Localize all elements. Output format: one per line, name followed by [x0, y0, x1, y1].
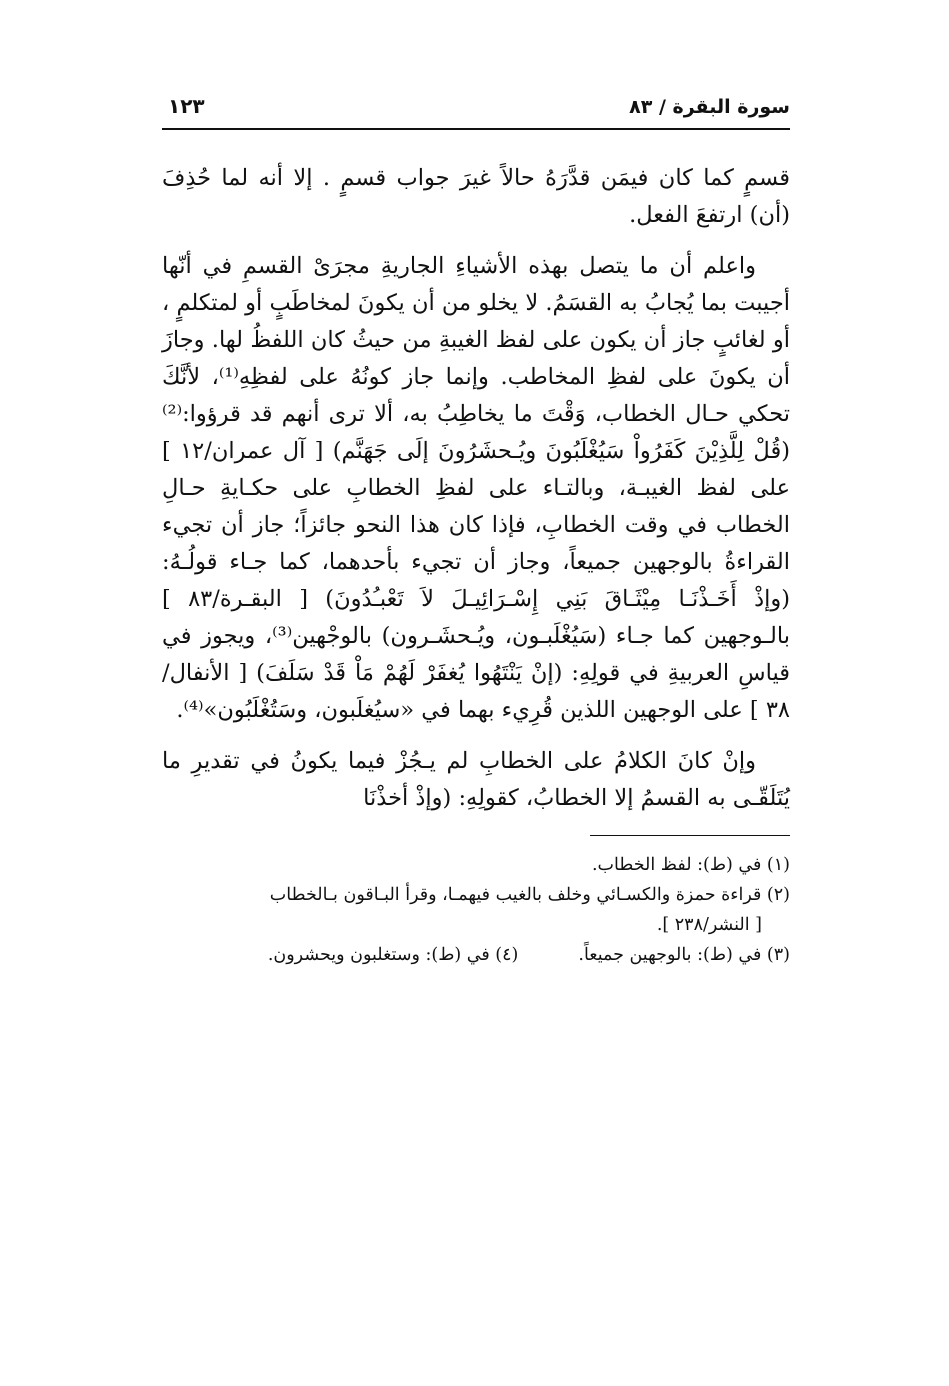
footnote-2: (٢) قراءة حمزة والكسـائي وخلف بالغيب فيهمـا، وقرأ البـاقون بـالخطاب — [269, 885, 790, 905]
paragraph-3: وإنْ كانَ الكلامُ على الخطابِ لم يـجُزْ فيما يكونُ في تقديرِ ما يُتَلَقّـى به القسمُ إلا الخطابُ، كقولِهِ: (وإذْ أخذْنَا — [162, 748, 790, 811]
page-number: ١٢٣ — [168, 94, 205, 118]
book-page — [162, 88, 790, 1368]
footnote-4: (٤) في (ط): وستغلبون ويحشرون. — [267, 945, 519, 965]
running-header — [162, 88, 790, 130]
footnote-row — [162, 940, 790, 970]
footnotes — [162, 850, 790, 970]
paragraph-2: واعلم أن ما يتصل بهذه الأشياءِ الجاريةِ مجرَىْ القسمِ في أنّها أجيبت بما يُجابُ به القسَمُ. لا يخلو من أن يكونَ لمخاطَبٍ أو لمتكلمٍ ، أو لغائبٍ جاز أن يكون على لفظ الغيبةِ من حيثُ كان اللفظُ لها. وجازَ أن يكونَ على لفظِ المخاطب. وإنما جاز كونُهُ على لفظِهِ⁽¹⁾، لأنَّكَ تحكي حـال الخطاب، وَقْتَ ما يخاطِبُ به، ألا ترى أنهم قد قرؤوا:⁽²⁾ (قُلْ لِلَّذِيْنَ كَفَرُواْ سَيُغْلَبُونَ ويُـحشَرُونَ إلَى جَهَنَّم) [ آل عمران/١٢ ] على لفظ الغيبـة، وبالتـاء على لفظِ الخطابِ على حكـايةِ حـالِ الخطاب في وقت الخطابِ، فإذا كان هذا النحو جائزاً؛ جاز أن تجيء القراءةُ بالوجهين جميعاً، وجاز أن تجيء بأحدهما، كما جـاء قولُـهُ: (وإذْ أَخَـذْنَـا مِيْثَـاقَ بَنِي إِسْـرَائِيـلَ لاَ تَعْبـُدُونَ) [ البقـرة/٨٣ ] بالـوجهين كما جـاء (سَيُغْلَبـون، ويُـحشَـرون) بالوجْهين⁽³⁾، ويجوز في قياسِ العربيةِ في قولِهِ: (إنْ يَنْتَهُوا يُغفَرْ لَهُمْ مَاْ قَدْ سَلَفَ) [ الأنفال/٣٨ ] على الوجهين اللذين قُرِيء بهما في «سيُغلَبون، وسَتُغْلَبُون»⁽⁴⁾. — [162, 253, 791, 723]
paragraph-1: قسمٍ كما كان فيمَن قدَّرَهُ حالاً غيرَ جواب قسمٍ . إلا أنه لما حُذِفَ (أن) ارتفعَ الفعل. — [162, 165, 790, 228]
main-text — [162, 160, 790, 817]
footnote-1: (١) في (ط): لفظ الخطاب. — [591, 855, 790, 875]
surah-reference: سورة البقرة / ٨٣ — [629, 96, 790, 118]
footnote-separator — [590, 835, 790, 836]
footnote-3: (٣) في (ط): بالوجهين جميعاً. — [578, 945, 790, 965]
footnote-2-continuation: [ النشر/٢٣٨ ]. — [656, 915, 762, 935]
